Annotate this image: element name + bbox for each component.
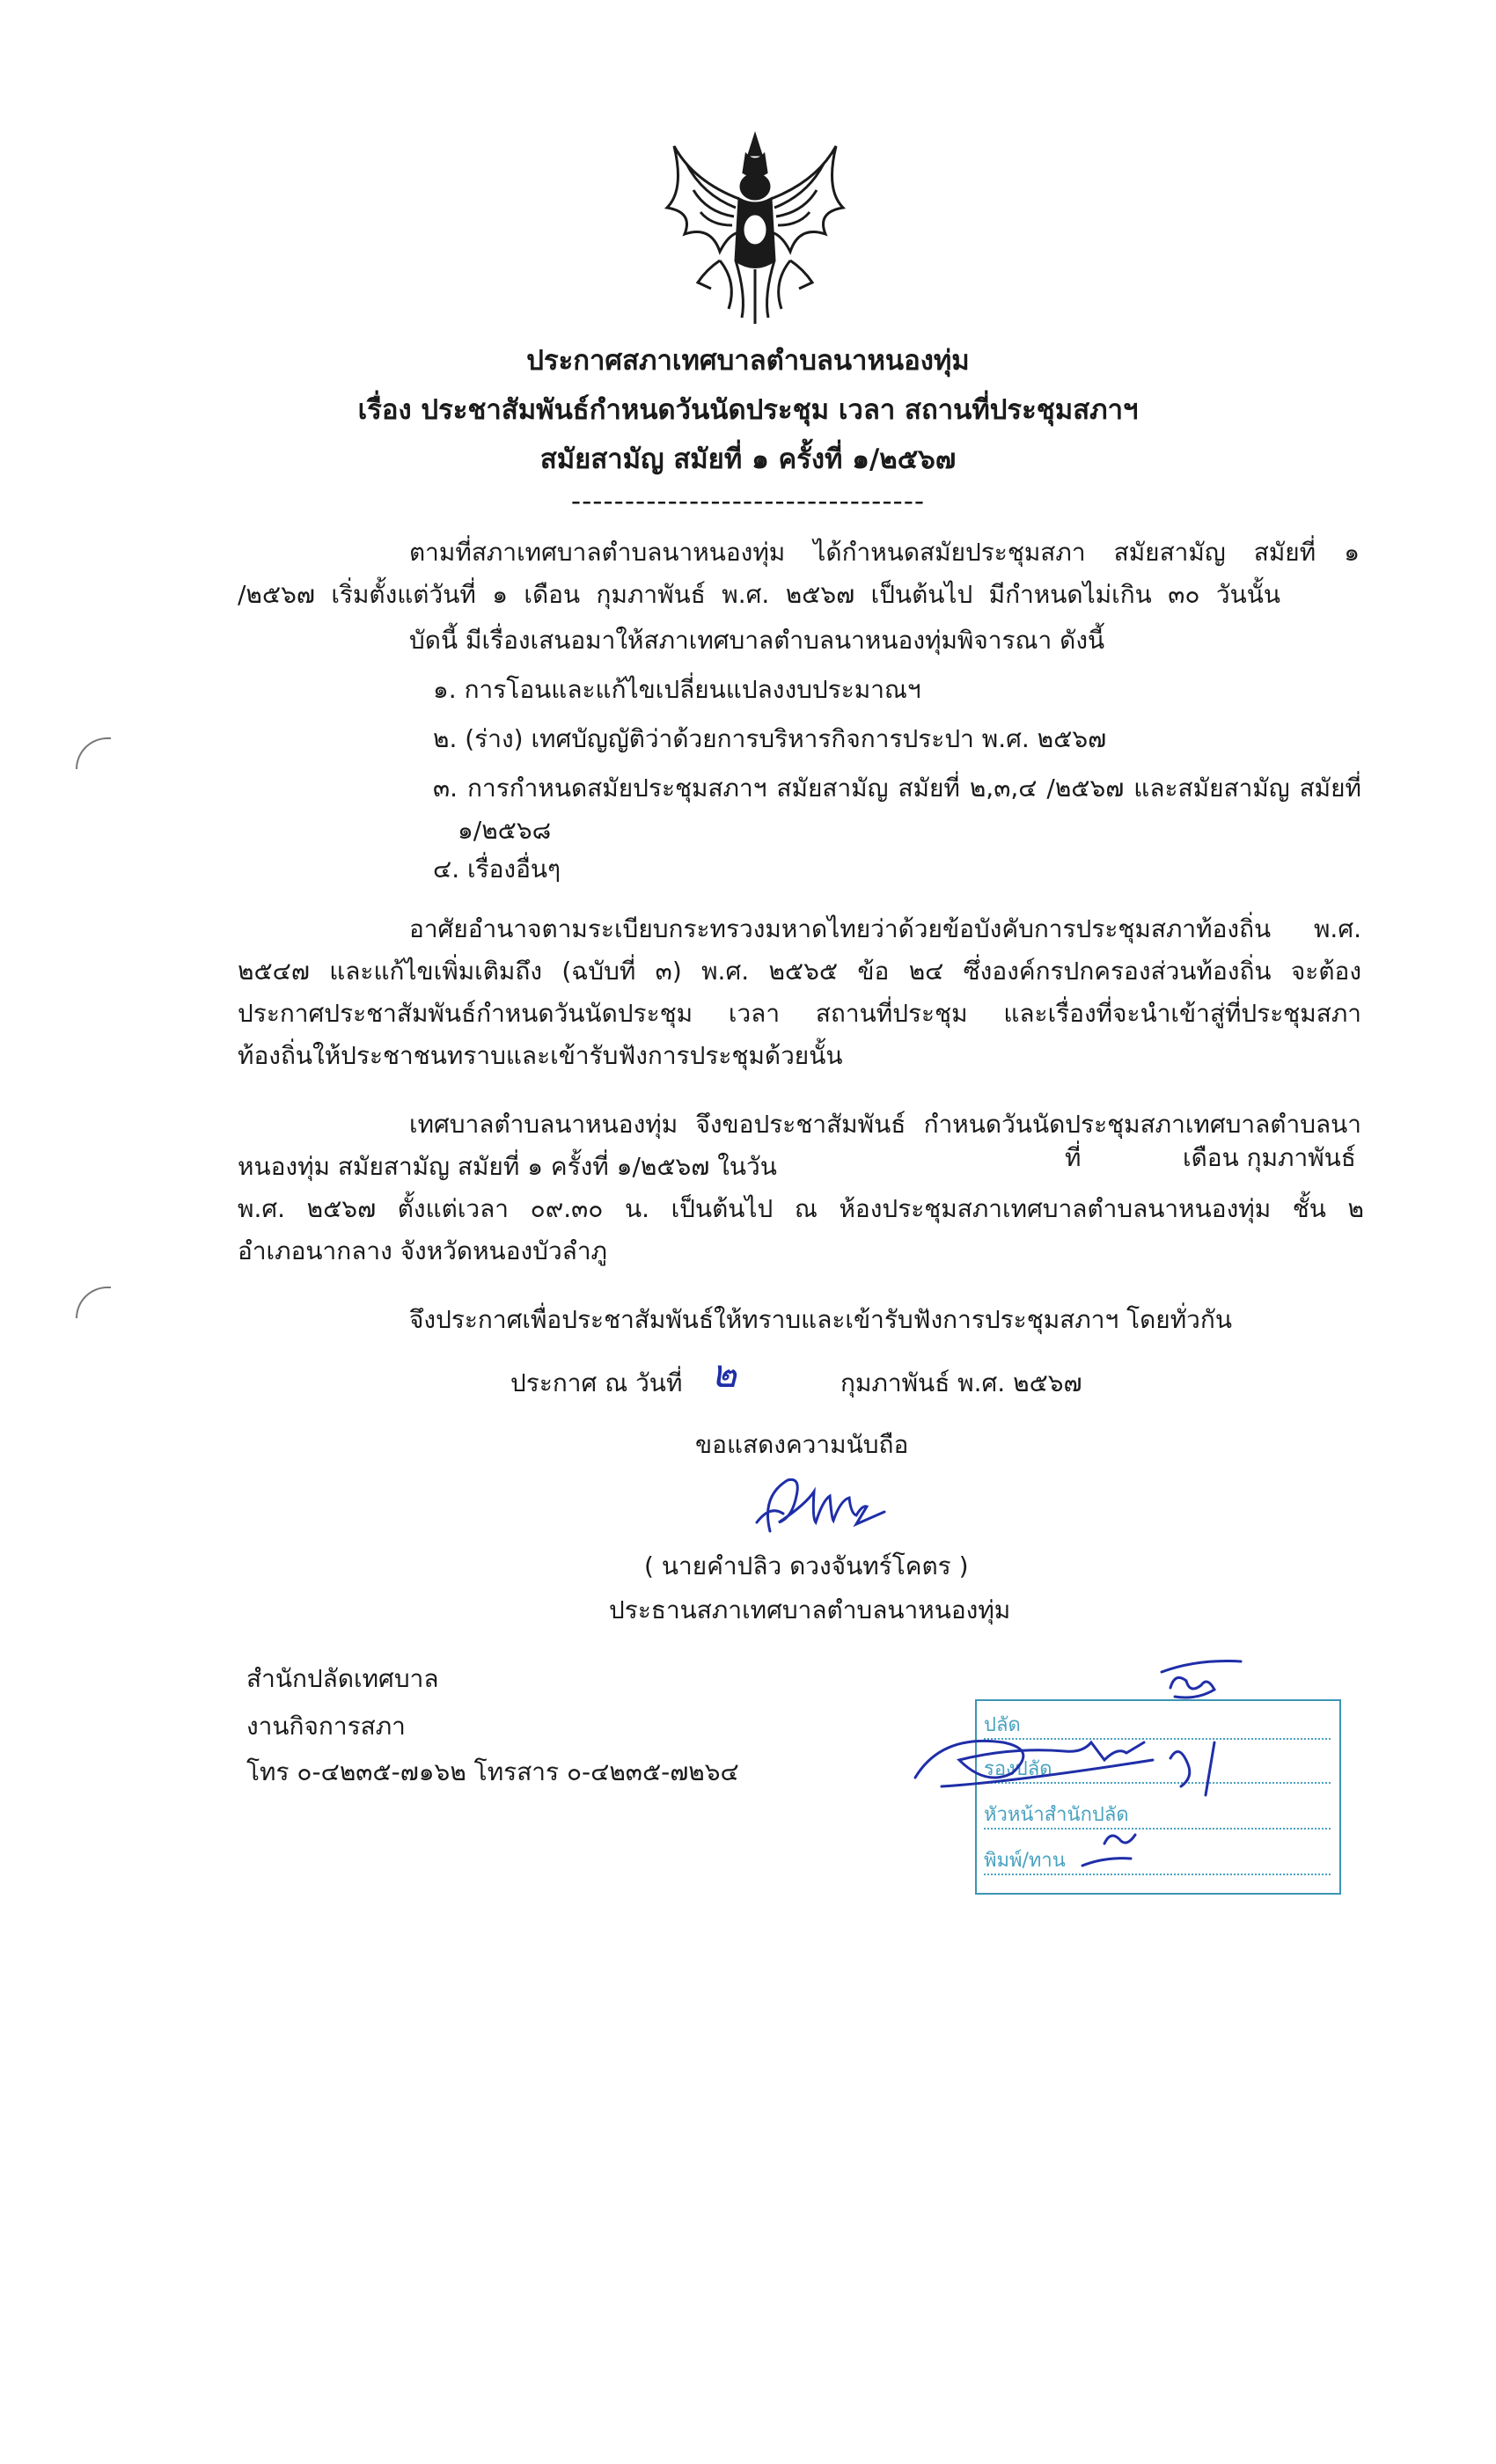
notice-title: ประกาศสภาเทศบาลตำบลนาหนองทุ่ม (526, 345, 970, 377)
notice-subject: เรื่อง ประชาสัมพันธ์กำหนดวันนัดประชุม เวลา สถานที่ประชุมสภาฯ (357, 394, 1139, 426)
signatory-name: ( นายคำปลิว ดวงจันทร์โคตร ) (644, 1551, 969, 1580)
para1-line3: บัดนี้ มีเรื่องเสนอมาให้สภาเทศบาลตำบลนาหนองทุ่มพิจารณา ดังนี้ (409, 626, 1105, 655)
para3-line3: พ.ศ. ๒๕๖๗ ตั้งแต่เวลา ๐๙.๓๐ น. เป็นต้นไป ณ ห้องประชุมสภาเทศบาลตำบลนาหนองทุ่ม ชั้น ๒ (238, 1194, 1364, 1223)
hole-punch-mark (76, 1287, 111, 1318)
signatory-position: ประธานสภาเทศบาลตำบลนาหนองทุ่ม (609, 1595, 1011, 1624)
stamp-label: รองปลัด (984, 1758, 1052, 1780)
hole-punch-mark (76, 737, 111, 769)
para2-line2: ๒๕๔๗ และแก้ไขเพิ่มเติมถึง (ฉบับที่ ๓) พ.ศ. ๒๕๖๕ ข้อ ๒๔ ซึ่งองค์กรปกครองส่วนท้องถิ่น จะต้อง (238, 957, 1361, 986)
para3-line2c: เดือน กุมภาพันธ์ (1183, 1143, 1356, 1172)
regards-text: ขอแสดงความนับถือ (695, 1430, 909, 1459)
agenda-item: ๓. การกำหนดสมัยประชุมสภาฯ สมัยสามัญ สมัยที่ ๒,๓,๔ /๒๕๖๗ และสมัยสามัญ สมัยที่ (433, 774, 1361, 803)
title-divider: --------------------------------- (570, 486, 926, 517)
announce-suffix: กุมภาพันธ์ พ.ศ. ๒๕๖๗ (840, 1368, 1082, 1397)
footer-contact: โทร ๐-๔๒๓๕-๗๑๖๒ โทรสาร ๐-๔๒๓๕-๗๒๖๔ (246, 1757, 739, 1786)
footer-section: งานกิจการสภา (246, 1712, 406, 1741)
footer-office: สำนักปลัดเทศบาล (246, 1664, 439, 1693)
para2-line1: อาศัยอำนาจตามระเบียบกระทรวงมหาดไทยว่าด้วยข้อบังคับการประชุมสภาท้องถิ่น พ.ศ. (409, 914, 1361, 943)
para3-line4: อำเภอนากลาง จังหวัดหนองบัวลำภู (238, 1236, 608, 1265)
para2-line3: ประกาศประชาสัมพันธ์กำหนดวันนัดประชุม เวลา สถานที่ประชุม และเรื่องที่จะนำเข้าสู่ที่ประชุมสภา (238, 999, 1361, 1028)
session-line: สมัยสามัญ สมัยที่ ๑ ครั้งที่ ๑/๒๕๖๗ (539, 444, 957, 475)
stamp-label: พิมพ์/ทาน (984, 1850, 1066, 1872)
agenda-item: ๒. (ร่าง) เทศบัญญัติว่าด้วยการบริหารกิจการประปา พ.ศ. ๒๕๖๗ (433, 724, 1107, 753)
para1-line1: ตามที่สภาเทศบาลตำบลนาหนองทุ่ม ได้กำหนดสมัยประชุมสภา สมัยสามัญ สมัยที่ ๑ (409, 538, 1360, 567)
agenda-item-continued: ๑/๒๕๖๘ (458, 816, 552, 845)
para3-line1: เทศบาลตำบลนาหนองทุ่ม จึงขอประชาสัมพันธ์ กำหนดวันนัดประชุมสภาเทศบาลตำบลนา (409, 1110, 1361, 1139)
para3-line2b: ที่ (1065, 1143, 1082, 1172)
para3-line2a: หนองทุ่ม สมัยสามัญ สมัยที่ ๑ ครั้งที่ ๑/๒๕๖๗ ในวัน (238, 1152, 777, 1181)
para1-line2: /๒๕๖๗ เริ่มตั้งแต่วันที่ ๑ เดือน กุมภาพันธ์ พ.ศ. ๒๕๖๗ เป็นต้นไป มีกำหนดไม่เกิน ๓๐ วันนั้น (238, 580, 1280, 609)
announce-day-handwritten: ๒ (711, 1352, 737, 1397)
agenda-item: ๔. เรื่องอื่นๆ (433, 854, 561, 884)
signature-mark (752, 1470, 893, 1540)
stamp-initials (906, 1654, 1285, 1883)
announce-prefix: ประกาศ ณ วันที่ (510, 1368, 683, 1397)
agenda-item: ๑. การโอนและแก้ไขเปลี่ยนแปลงงบประมาณฯ (433, 675, 921, 704)
stamp-label: หัวหน้าสำนักปลัด (984, 1804, 1129, 1826)
stamp-label: ปลัด (984, 1714, 1021, 1736)
garuda-emblem (658, 128, 852, 331)
para2-line4: ท้องถิ่นให้ประชาชนทราบและเข้ารับฟังการประชุมด้วยนั้น (238, 1041, 843, 1070)
closing-statement: จึงประกาศเพื่อประชาสัมพันธ์ให้ทราบและเข้ารับฟังการประชุมสภาฯ โดยทั่วกัน (409, 1305, 1232, 1334)
